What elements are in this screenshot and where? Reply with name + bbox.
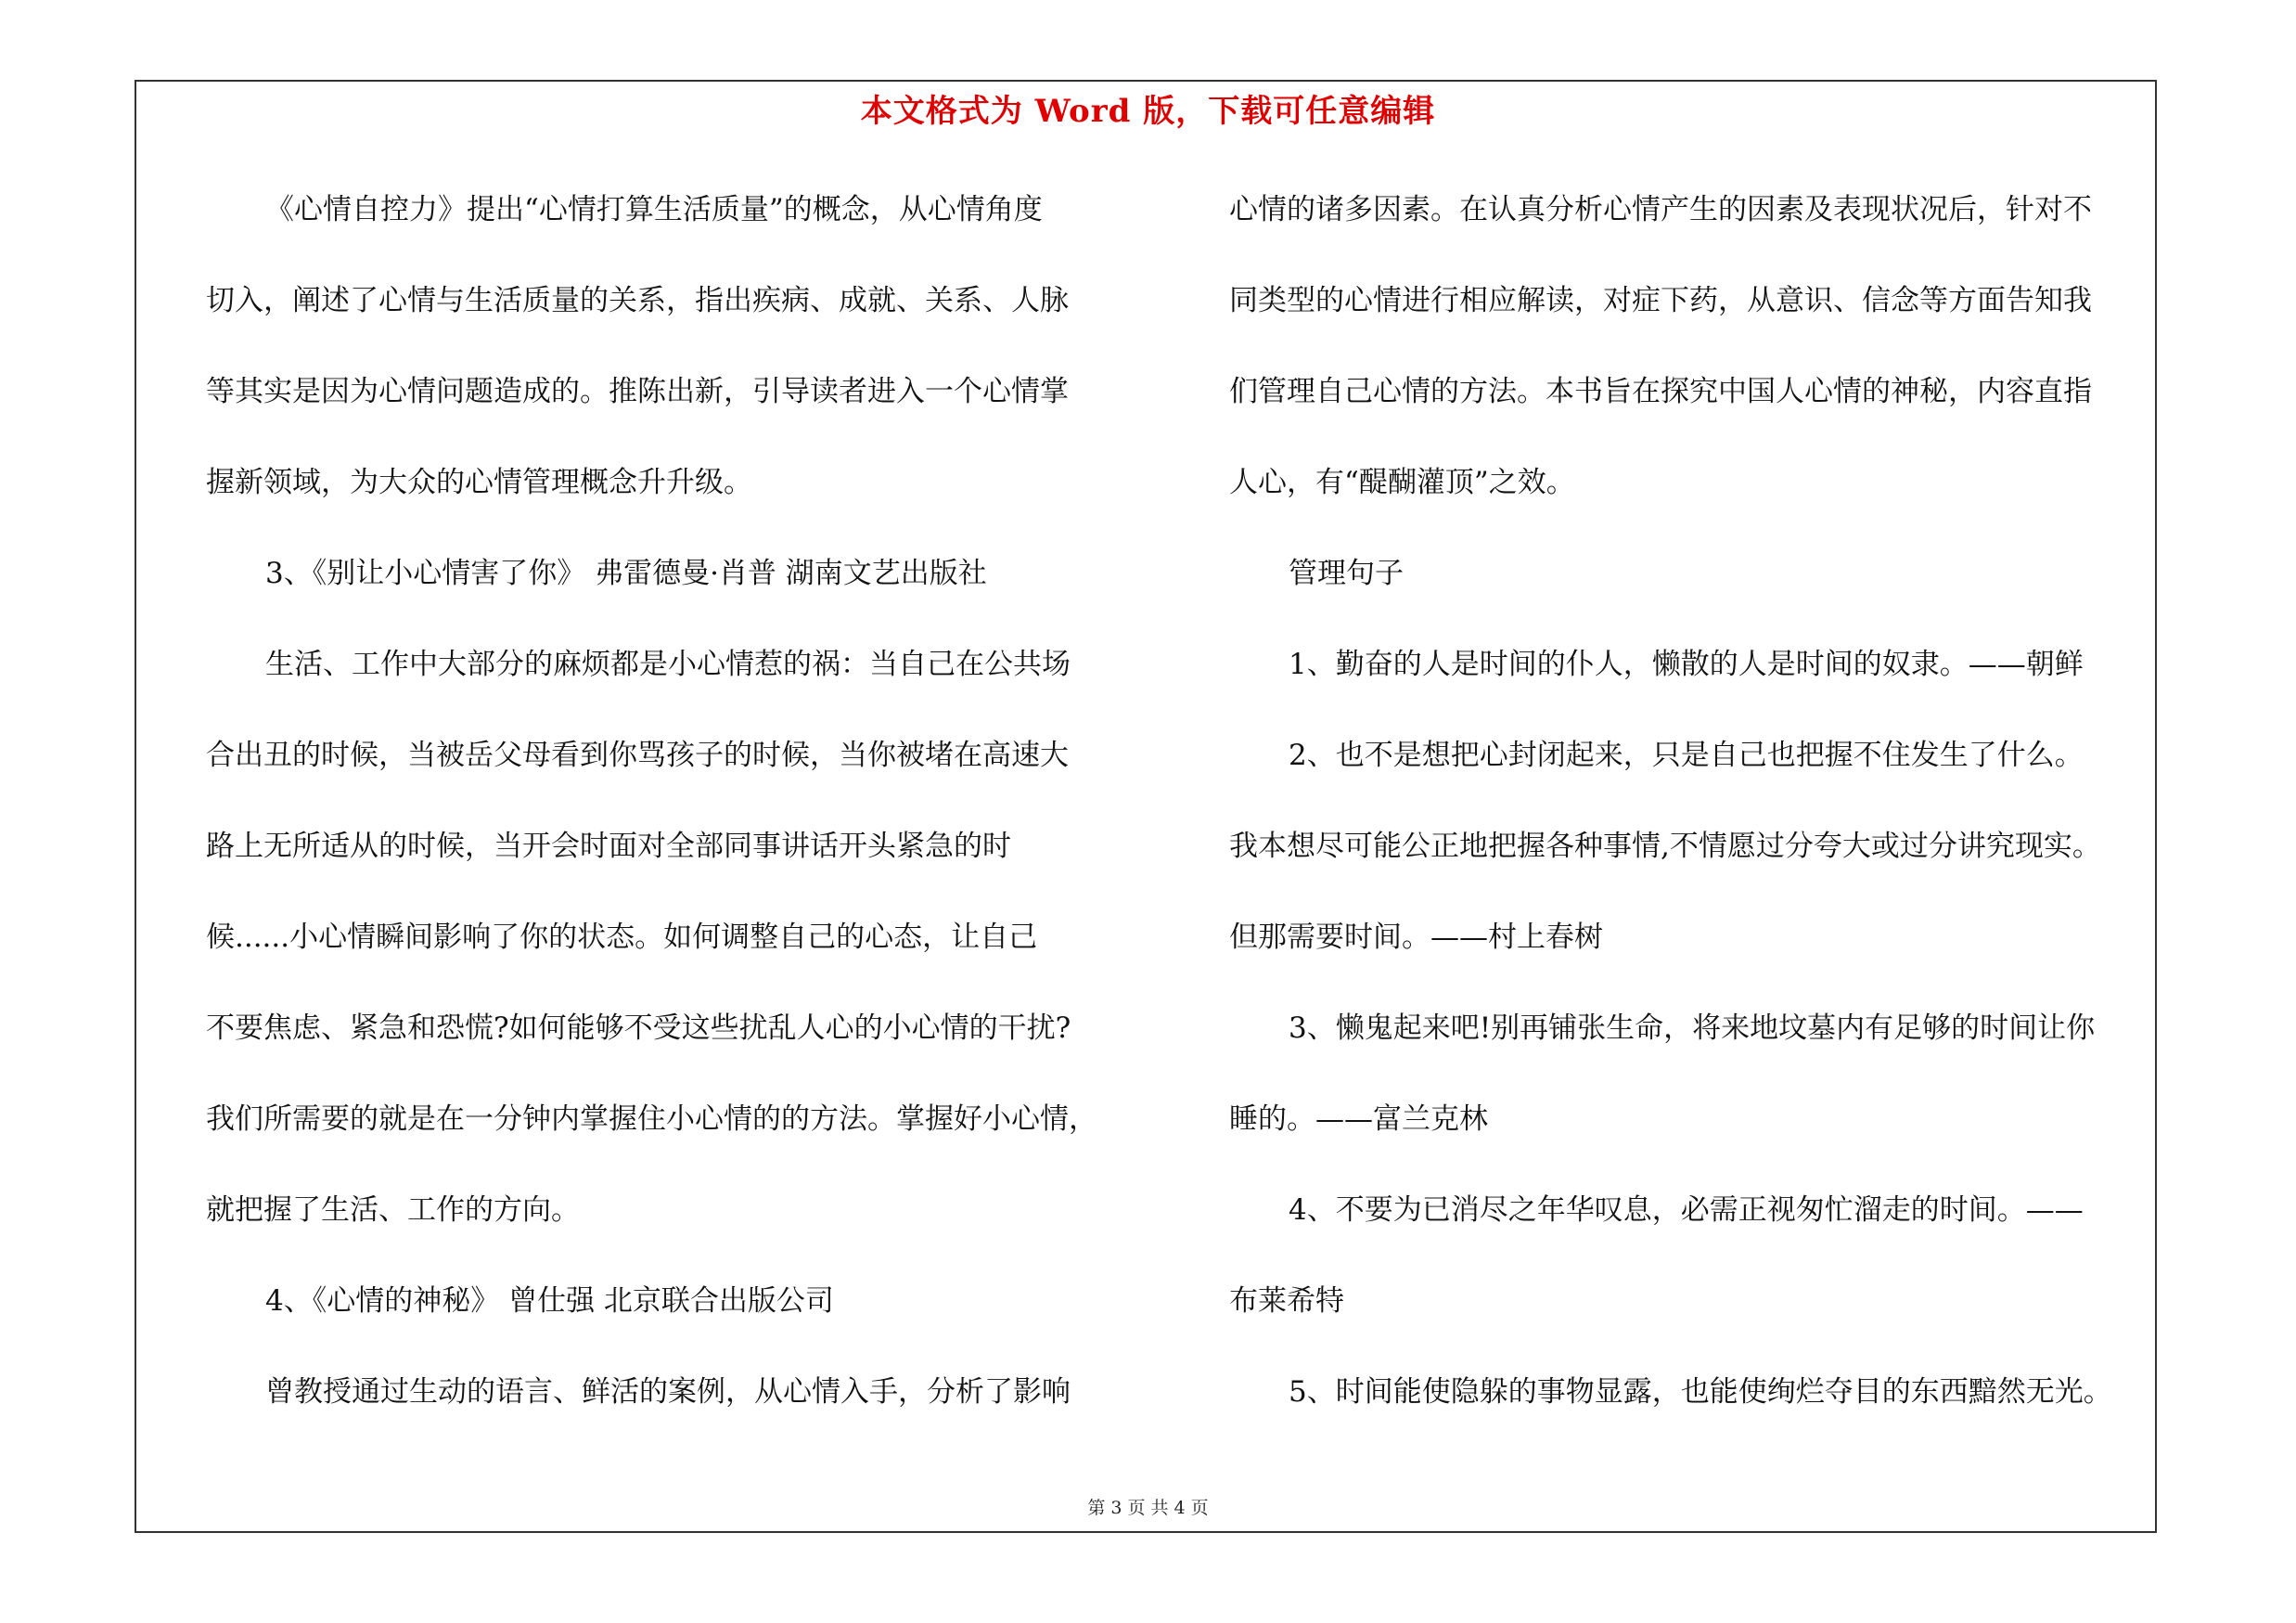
text-line: 1、勤奋的人是时间的仆人，懒散的人是时间的奴隶。——朝鲜 <box>1289 648 2084 681</box>
text-line: 生活、工作中大部分的麻烦都是小心情惹的祸：当自己在公共场 <box>265 648 1071 681</box>
text-line: 合出丑的时候，当被岳父母看到你骂孩子的时候，当你被堵在高速大 <box>206 739 1069 772</box>
text-line: 不要焦虑、紧急和恐慌?如何能够不受这些扰乱人心的小心情的干扰? <box>206 1011 1071 1045</box>
page-number-footer: 第 3 页 共 4 页 <box>1087 1498 1209 1518</box>
text-line: 4、《心情的神秘》 曾仕强 北京联合出版公司 <box>265 1284 834 1318</box>
text-line: 《心情自控力》提出“心情打算生活质量”的概念，从心情角度 <box>265 193 1043 226</box>
text-line: 布莱希特 <box>1229 1284 1344 1318</box>
text-line: 候......小心情瞬间影响了你的状态。如何调整自己的心态，让自己 <box>206 921 1038 954</box>
text-line: 人心，有“醍醐灌顶”之效。 <box>1229 466 1575 499</box>
text-line: 握新领域，为大众的心情管理概念升升级。 <box>206 466 752 499</box>
text-line: 心情的诸多因素。在认真分析心情产生的因素及表现状况后，针对不 <box>1229 193 2092 226</box>
word-format-banner: 本文格式为 Word 版，下载可任意编辑 <box>860 93 1436 130</box>
text-line: 但那需要时间。——村上春树 <box>1229 921 1603 954</box>
text-line: 们管理自己心情的方法。本书旨在探究中国人心情的神秘，内容直指 <box>1229 375 2092 408</box>
text-line: 切入，阐述了心情与生活质量的关系，指出疾病、成就、关系、人脉 <box>206 284 1069 317</box>
text-line: 路上无所适从的时候，当开会时面对全部同事讲话开头紧急的时 <box>206 830 1011 863</box>
text-line: 3、《别让小心情害了你》 弗雷德曼·肖普 湖南文艺出版社 <box>265 557 987 590</box>
text-line: 管理句子 <box>1289 557 1404 590</box>
right-text-column <box>1229 182 2185 1455</box>
text-line: 等其实是因为心情问题造成的。推陈出新，引导读者进入一个心情掌 <box>206 375 1069 408</box>
text-line: 曾教授通过生动的语言、鲜活的案例，从心情入手，分析了影响 <box>265 1375 1071 1409</box>
text-line: 我们所需要的就是在一分钟内掌握住小心情的的方法。掌握好小心情， <box>206 1102 1097 1136</box>
text-line: 5、时间能使隐躲的事物显露，也能使绚烂夺目的东西黯然无光。 <box>1289 1375 2112 1409</box>
text-line: 我本想尽可能公正地把握各种事情,不情愿过分夸大或过分讲究现实。 <box>1229 830 2101 863</box>
text-line: 4、不要为已消尽之年华叹息，必需正视匆忙溜走的时间。—— <box>1289 1193 2084 1227</box>
text-line: 就把握了生活、工作的方向。 <box>206 1193 580 1227</box>
text-line: 2、也不是想把心封闭起来，只是自己也把握不住发生了什么。 <box>1289 739 2084 772</box>
text-line: 睡的。——富兰克林 <box>1229 1102 1488 1136</box>
left-text-column <box>206 182 1143 1455</box>
text-line: 3、懒鬼起来吧!别再铺张生命，将来地坟墓内有足够的时间让你 <box>1289 1011 2096 1045</box>
text-line: 同类型的心情进行相应解读，对症下药，从意识、信念等方面告知我 <box>1229 284 2092 317</box>
